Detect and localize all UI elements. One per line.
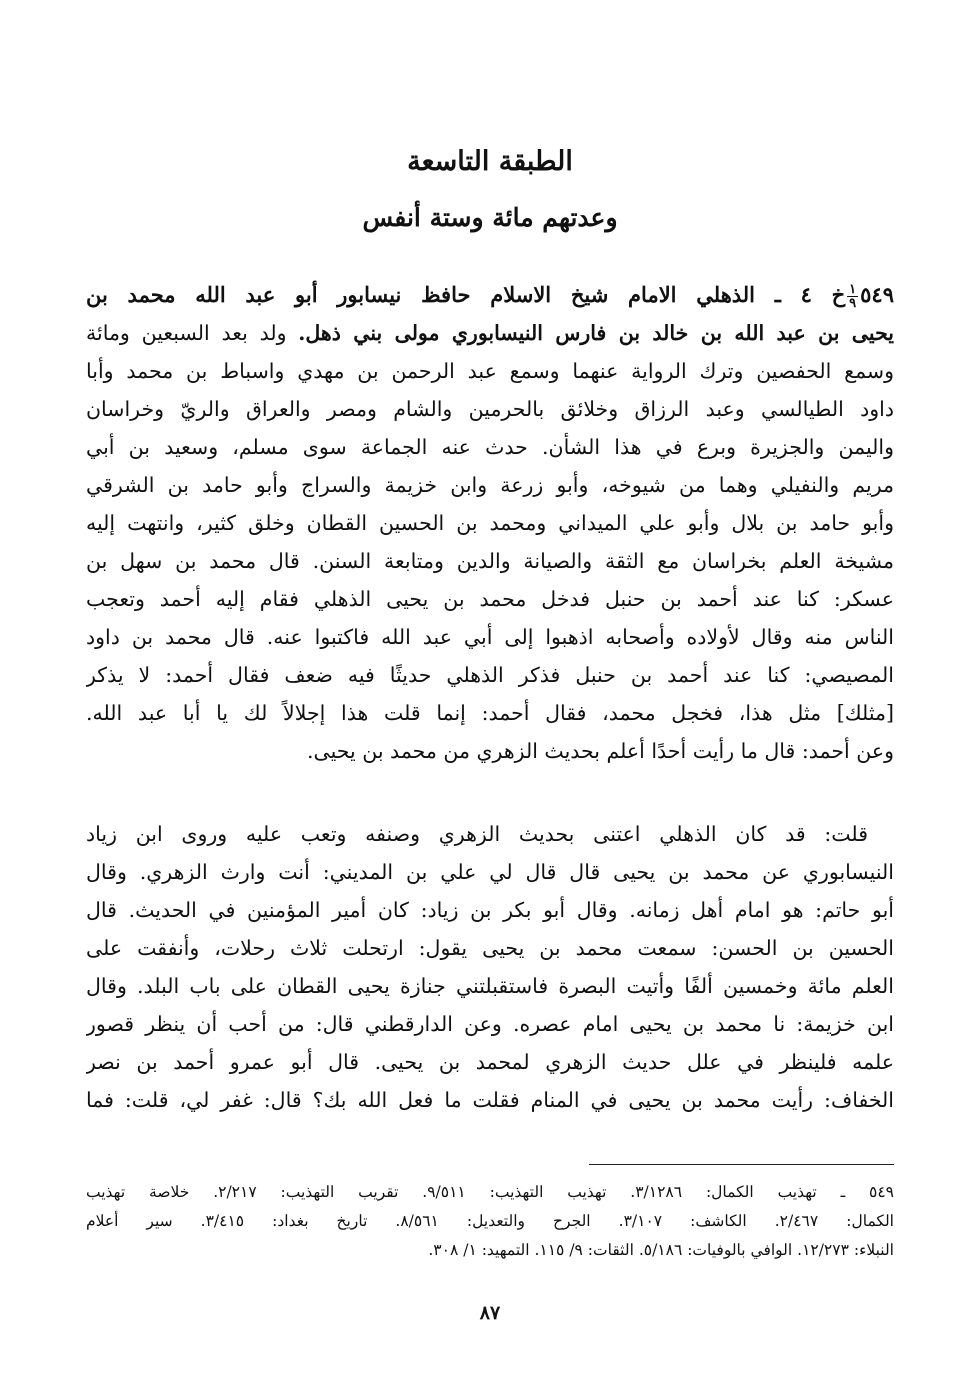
- footnote-line: النبلاء: ١٢/٢٧٣. الوافي بالوفيات: ٥/١٨٦. الثقات: ٩/ ١١٥. التمهيد: ١/ ٣٠٨.: [428, 1241, 894, 1259]
- entry-line: عسكر: كنا عند أحمد بن حنبل فدخل محمد بن يحيى الذهلي فقام إليه أحمد وتعجب: [86, 587, 894, 611]
- entry-line: داود الطيالسي وعبد الرزاق وخلائق بالحرمين والشام ومصر والعراق والريّ وخراسان: [86, 397, 894, 421]
- entry-line: وعن أحمد: قال ما رأيت أحدًا أعلم بحديث الزهري من محمد بن يحيى.: [306, 739, 894, 763]
- commentary-line: العلم مائة وخمسين ألفًا وأتيت البصرة فاستقبلتني جنازة يحيى القطان على باب البلد. وقال: [86, 974, 894, 998]
- entry-line-1: [86, 276, 894, 314]
- section-subtitle: وعدتهم مائة وستة أنفس: [362, 203, 618, 232]
- entry-line: وسمع الحفصين وترك الرواية عنهما وسمع عبد الرحمن بن مهدي واسباط بن محمد وأبا: [86, 359, 894, 383]
- entry-line: واليمن والجزيرة وبرع في هذا الشأن. حدث عنه الجماعة سوى مسلم، وسعيد بن أبي: [86, 435, 894, 459]
- entry-line: [مثلك] مثل هذا، فخجل محمد، فقال أحمد: إنما قلت هذا إجلالاً لك يا أبا عبد الله.: [86, 701, 894, 725]
- entry-line-2-rest: ولد بعد السبعين ومائة: [86, 321, 299, 345]
- entry-heading-text: خ ٤ ـ الذهلي الامام شيخ الاسلام حافظ نيسابور أبو عبد الله محمد بن: [86, 282, 846, 307]
- footnote-line: الكمال: ٢/٤٦٧. الكاشف: ٣/١٠٧. الجرح والتعديل: ٨/٥٦١. تاريخ بغداد: ٣/٤١٥. سير أعلام: [86, 1212, 894, 1230]
- commentary-line: ابن خزيمة: نا محمد بن يحيى امام عصره. وعن الدارقطني قال: من أحب أن ينظر قصور: [86, 1012, 894, 1036]
- commentary-line: الخفاف: رأيت محمد بن يحيى في المنام فقلت ما فعل الله بك؟ قال: غفر لي، قلت: فما: [86, 1088, 894, 1112]
- book-page: [86, 0, 894, 1391]
- commentary-line: أبو حاتم: هو امام أهل زمانه. وقال أبو بكر بن زياد: كان أمير المؤمنين في الحديث. قال: [86, 898, 894, 922]
- entry-number: ٥٤٩: [860, 282, 894, 307]
- entry-line: مشيخة العلم بخراسان مع الثقة والصيانة والدين ومتابعة السنن. قال محمد بن سهل بن: [86, 549, 894, 573]
- entry-line: وأبو حامد بن بلال وأبو علي الميداني ومحمد بن الحسين القطان وخلق كثير، وانتهت إليه: [86, 511, 894, 535]
- entry-name-bold: يحيى بن عبد الله بن خالد بن فارس النيسابوري مولى بني ذهل.: [298, 321, 894, 345]
- entry-line: الناس منه وقال لأولاده وأصحابه اذهبوا إلى أبي عبد الله فاكتبوا عنه. قال محمد بن داود: [86, 625, 894, 649]
- section-title: الطبقة التاسعة: [407, 146, 573, 177]
- page-number: ٨٧: [479, 1302, 501, 1324]
- commentary-paragraph: [86, 815, 894, 1119]
- entry-line: مريم والنفيلي وهما من شيوخه، وأبو زرعة وابن خزيمة والسراج وأبو حامد بن الشرقي: [86, 473, 894, 497]
- commentary-line: النيسابوري عن محمد بن يحيى قال قال لي علي بن المديني: أنت وارث الزهري. وقال: [86, 860, 894, 884]
- entry-line: المصيصي: كنا عند أحمد بن حنبل فذكر الذهلي حديثًا فيه ضعف فقال أحمد: لا يذكر: [86, 663, 894, 687]
- commentary-line: الحسين بن الحسن: سمعت محمد بن يحيى يقول: ارتحلت ثلاث رحلات، وأنفقت على: [86, 936, 894, 960]
- footnotes: [86, 1178, 894, 1265]
- biography-entry: [86, 276, 894, 770]
- commentary-line: علمه فلينظر في علل حديث الزهري لمحمد بن يحيى. قال أبو عمرو أحمد بن نصر: [86, 1050, 894, 1074]
- entry-line-2: [86, 314, 894, 352]
- footnote-line: ٥٤٩ ـ تهذيب الكمال: ٣/١٢٨٦. تهذيب التهذيب: ٩/٥١١. تقريب التهذيب: ٢/٢١٧. خلاصة تهذيب: [86, 1183, 894, 1201]
- commentary-line: قلت: قد كان الذهلي اعتنى بحديث الزهري وصنفه وتعب عليه وروى ابن زياد: [86, 822, 868, 846]
- entry-fraction: $\frac{١}{٩}$: [849, 282, 857, 311]
- footnote-divider: [589, 1164, 894, 1165]
